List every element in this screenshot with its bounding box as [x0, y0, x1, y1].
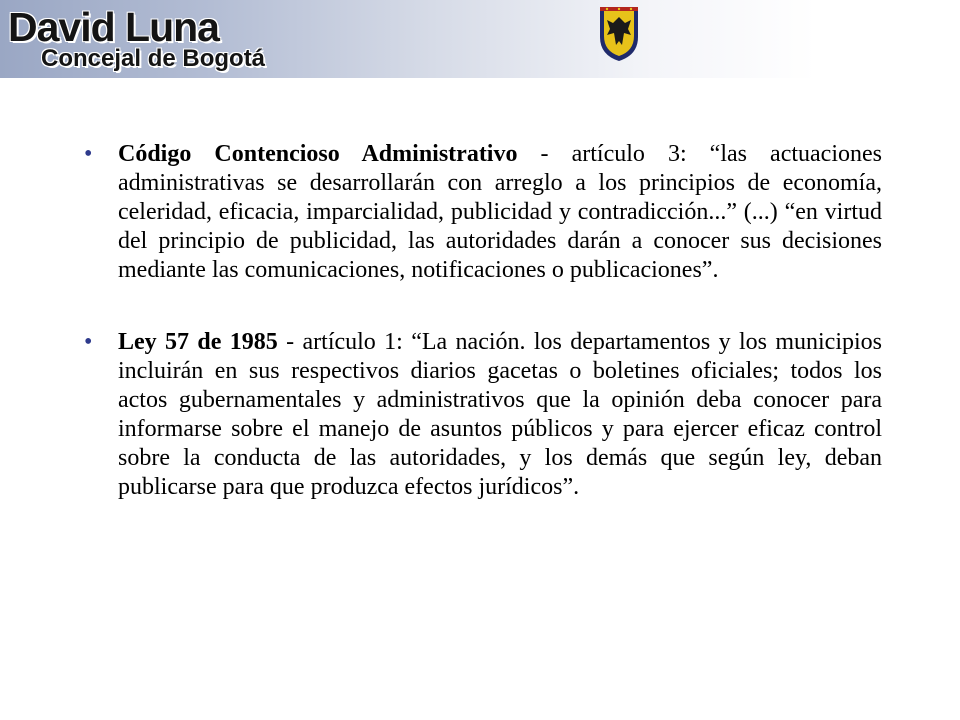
slide-content: [84, 140, 882, 545]
slide-header: [0, 0, 960, 78]
bullet-marker: •: [84, 329, 93, 355]
bogota-coat-of-arms-icon: [597, 3, 641, 63]
list-item: [84, 140, 882, 285]
law-title: Código Contencioso Administrativo: [118, 141, 518, 167]
law-excerpt: - artículo 1: “La nación. los departamentos y los municipios incluirán en sus respectivos diarios gacetas o boletines oficiales; todos los actos gubernamentales y administrativos que la opinión deba conocer para informarse sobre el manejo de asuntos públicos y para ejercer eficaz control sobre la conducta de las autoridades, y los demás que según ley, deban publicarse para que produzca efectos jurídicos”.: [118, 329, 882, 500]
bullet-marker: •: [84, 141, 93, 167]
brand-subtitle: Concejal de Bogotá: [41, 45, 266, 72]
brand-name: David Luna: [8, 4, 219, 50]
law-title: Ley 57 de 1985: [118, 329, 278, 355]
law-excerpt: - artículo 3: “las actuaciones administrativas se desarrollarán con arreglo a los principios de economía, celeridad, eficacia, imparcialidad, publicidad y contradicción...” (...) “en virtud del principio de publicidad, las autoridades darán a conocer sus decisiones mediante las comunicaciones, notificaciones o publicaciones”.: [118, 141, 882, 283]
brand-logo: [0, 0, 330, 78]
list-item: [84, 328, 882, 502]
